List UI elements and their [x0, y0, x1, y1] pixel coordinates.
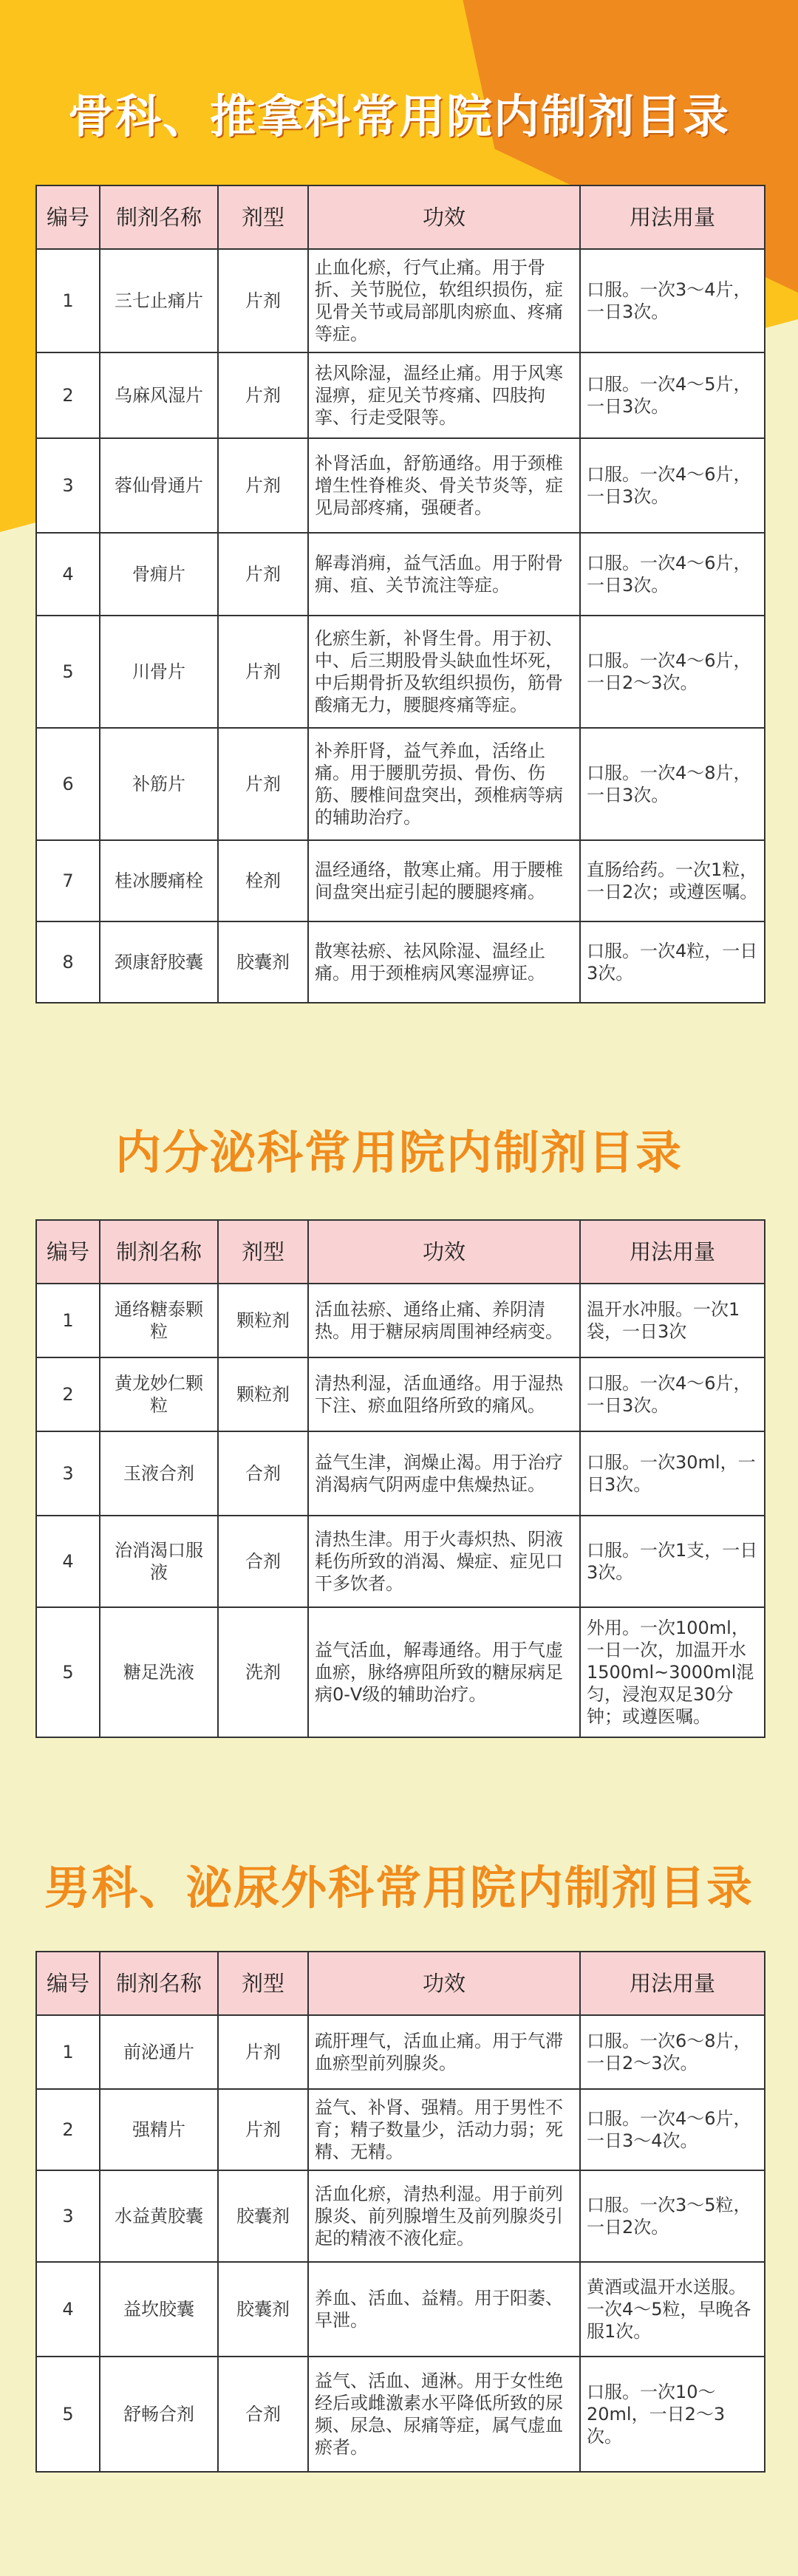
- header-effect: 功效: [308, 185, 580, 249]
- cell-form: 片剂: [218, 2015, 308, 2089]
- cell-form: 胶囊剂: [218, 921, 308, 1003]
- table-orthopedics: [35, 185, 765, 1004]
- cell-name: 益坎胶囊: [100, 2262, 218, 2357]
- cell-effect: 补肾活血，舒筋通络。用于颈椎增生性脊椎炎、骨关节炎等，症见局部疼痛，强硬者。: [308, 438, 580, 533]
- section-title-orthopedics: 骨科、推拿科常用院内制剂目录: [67, 89, 730, 143]
- cell-no: 3: [36, 1431, 100, 1516]
- cell-form: 合剂: [218, 2357, 308, 2472]
- cell-no: 4: [36, 2262, 100, 2357]
- cell-usage: 口服。一次4～6片，一日3次。: [580, 533, 765, 616]
- cell-effect: 解毒消痈，益气活血。用于附骨痈、疽、关节流注等症。: [308, 533, 580, 616]
- cell-name: 桂冰腰痛栓: [100, 840, 218, 921]
- cell-form: 颗粒剂: [218, 1357, 308, 1431]
- header-form: 剂型: [218, 1952, 308, 2015]
- header-effect: 功效: [308, 1220, 580, 1284]
- cell-usage: 口服。一次3～4片，一日3次。: [580, 249, 765, 352]
- header-usage: 用法用量: [580, 1220, 765, 1284]
- cell-no: 3: [36, 438, 100, 533]
- table-row: [36, 2262, 765, 2357]
- header-name: 制剂名称: [100, 1952, 218, 2015]
- cell-name: 前泌通片: [100, 2015, 218, 2089]
- cell-name: 补筋片: [100, 728, 218, 840]
- cell-usage: 口服。一次4～6片，一日3～4次。: [580, 2089, 765, 2170]
- cell-name: 颈康舒胶囊: [100, 921, 218, 1003]
- table-row: [36, 1357, 765, 1431]
- header-effect: 功效: [308, 1952, 580, 2015]
- table-body: [36, 2015, 765, 2472]
- header-usage: 用法用量: [580, 1952, 765, 2015]
- cell-name: 三七止痛片: [100, 249, 218, 352]
- cell-name: 川骨片: [100, 616, 218, 728]
- cell-form: 片剂: [218, 533, 308, 616]
- cell-name: 治消渴口服液: [100, 1516, 218, 1607]
- table-body: [36, 249, 765, 1003]
- cell-effect: 益气、补肾、强精。用于男性不育；精子数量少，活动力弱；死精、无精。: [308, 2089, 580, 2170]
- header-no: 编号: [36, 1220, 100, 1284]
- table-row: [36, 616, 765, 728]
- cell-usage: 口服。一次4～6片，一日2～3次。: [580, 616, 765, 728]
- cell-effect: 清热利湿，活血通络。用于湿热下注、瘀血阻络所致的痛风。: [308, 1357, 580, 1431]
- cell-usage: 口服。一次4～6片，一日3次。: [580, 1357, 765, 1431]
- header-form: 剂型: [218, 185, 308, 249]
- cell-form: 片剂: [218, 728, 308, 840]
- cell-usage: 口服。一次4～8片，一日3次。: [580, 728, 765, 840]
- cell-name: 水益黄胶囊: [100, 2170, 218, 2262]
- cell-form: 胶囊剂: [218, 2170, 308, 2262]
- cell-form: 片剂: [218, 352, 308, 438]
- cell-effect: 温经通络，散寒止痛。用于腰椎间盘突出症引起的腰腿疼痛。: [308, 840, 580, 921]
- cell-no: 2: [36, 1357, 100, 1431]
- cell-no: 5: [36, 616, 100, 728]
- header-form: 剂型: [218, 1220, 308, 1284]
- cell-usage: 口服。一次4～6片，一日3次。: [580, 438, 765, 533]
- header-no: 编号: [36, 1952, 100, 2015]
- cell-effect: 祛风除湿，温经止痛。用于风寒湿痹，症见关节疼痛、四肢拘挛、行走受限等。: [308, 352, 580, 438]
- cell-effect: 清热生津。用于火毒炽热、阴液耗伤所致的消渴、燥症、症见口干多饮者。: [308, 1516, 580, 1607]
- table-row: [36, 438, 765, 533]
- cell-name: 舒畅合剂: [100, 2357, 218, 2472]
- cell-form: 洗剂: [218, 1607, 308, 1737]
- cell-no: 1: [36, 249, 100, 352]
- cell-effect: 活血祛瘀、通络止痛、养阴清热。用于糖尿病周围神经病变。: [308, 1284, 580, 1357]
- cell-usage: 口服。一次1支，一日3次。: [580, 1516, 765, 1607]
- cell-form: 栓剂: [218, 840, 308, 921]
- cell-form: 颗粒剂: [218, 1284, 308, 1357]
- header-name: 制剂名称: [100, 1220, 218, 1284]
- cell-no: 1: [36, 1284, 100, 1357]
- table-row: [36, 1607, 765, 1737]
- table-endocrinology: [35, 1219, 765, 1738]
- cell-no: 6: [36, 728, 100, 840]
- table-row: [36, 1431, 765, 1516]
- cell-no: 7: [36, 840, 100, 921]
- table-row: [36, 728, 765, 840]
- section-title-urology: 男科、泌尿外科常用院内制剂目录: [44, 1861, 754, 1915]
- cell-usage: 外用。一次100ml，一日一次，加温开水1500ml~3000ml混匀，浸泡双足30分钟；或遵医嘱。: [580, 1607, 765, 1737]
- cell-name: 强精片: [100, 2089, 218, 2170]
- cell-no: 3: [36, 2170, 100, 2262]
- cell-usage: 温开水冲服。一次1袋，一日3次: [580, 1284, 765, 1357]
- cell-effect: 活血化瘀，清热利湿。用于前列腺炎、前列腺增生及前列腺炎引起的精液不液化症。: [308, 2170, 580, 2262]
- cell-form: 片剂: [218, 438, 308, 533]
- cell-effect: 益气活血，解毒通络。用于气虚血瘀，脉络痹阻所致的糖尿病足病0-V级的辅助治疗。: [308, 1607, 580, 1737]
- cell-effect: 散寒祛瘀、祛风除湿、温经止痛。用于颈椎病风寒湿痹证。: [308, 921, 580, 1003]
- cell-usage: 口服。一次4粒，一日3次。: [580, 921, 765, 1003]
- cell-no: 4: [36, 533, 100, 616]
- cell-effect: 益气生津，润燥止渴。用于治疗消渴病气阴两虚中焦燥热证。: [308, 1431, 580, 1516]
- cell-name: 通络糖泰颗粒: [100, 1284, 218, 1357]
- cell-effect: 补养肝肾，益气养血，活络止痛。用于腰肌劳损、骨伤、伤筋、腰椎间盘突出，颈椎病等病的辅助治疗。: [308, 728, 580, 840]
- table-row: [36, 840, 765, 921]
- cell-name: 糖足洗液: [100, 1607, 218, 1737]
- cell-form: 胶囊剂: [218, 2262, 308, 2357]
- cell-effect: 益气、活血、通淋。用于女性绝经后或雌激素水平降低所致的尿频、尿急、尿痛等症，属气虚血瘀者。: [308, 2357, 580, 2472]
- section-title-endocrinology: 内分泌科常用院内制剂目录: [115, 1125, 683, 1179]
- cell-usage: 口服。一次4～5片，一日3次。: [580, 352, 765, 438]
- cell-usage: 黄酒或温开水送服。一次4～5粒，早晚各服1次。: [580, 2262, 765, 2357]
- cell-usage: 口服。一次6～8片，一日2～3次。: [580, 2015, 765, 2089]
- cell-usage: 口服。一次3～5粒，一日2次。: [580, 2170, 765, 2262]
- cell-name: 骨痈片: [100, 533, 218, 616]
- cell-effect: 养血、活血、益精。用于阳萎、早泄。: [308, 2262, 580, 2357]
- cell-usage: 直肠给药。一次1粒，一日2次；或遵医嘱。: [580, 840, 765, 921]
- cell-usage: 口服。一次10～20ml，一日2～3次。: [580, 2357, 765, 2472]
- cell-no: 5: [36, 2357, 100, 2472]
- table-row: [36, 249, 765, 352]
- cell-form: 合剂: [218, 1431, 308, 1516]
- table-row: [36, 533, 765, 616]
- cell-form: 片剂: [218, 2089, 308, 2170]
- table-row: [36, 2170, 765, 2262]
- table-urology: [35, 1951, 765, 2473]
- cell-effect: 疏肝理气，活血止痛。用于气滞血瘀型前列腺炎。: [308, 2015, 580, 2089]
- cell-form: 合剂: [218, 1516, 308, 1607]
- cell-no: 1: [36, 2015, 100, 2089]
- cell-no: 8: [36, 921, 100, 1003]
- header-name: 制剂名称: [100, 185, 218, 249]
- table-row: [36, 2357, 765, 2472]
- table-row: [36, 2015, 765, 2089]
- table-body: [36, 1284, 765, 1737]
- cell-no: 5: [36, 1607, 100, 1737]
- cell-name: 玉液合剂: [100, 1431, 218, 1516]
- table-row: [36, 2089, 765, 2170]
- cell-form: 片剂: [218, 249, 308, 352]
- cell-name: 蓉仙骨通片: [100, 438, 218, 533]
- cell-effect: 化瘀生新，补肾生骨。用于初、中、后三期股骨头缺血性坏死，中后期骨折及软组织损伤，筋骨酸痛无力，腰腿疼痛等症。: [308, 616, 580, 728]
- table-row: [36, 1284, 765, 1357]
- cell-name: 乌麻风湿片: [100, 352, 218, 438]
- header-no: 编号: [36, 185, 100, 249]
- cell-no: 4: [36, 1516, 100, 1607]
- cell-effect: 止血化瘀，行气止痛。用于骨折、关节脱位，软组织损伤，症见骨关节或局部肌肉瘀血、疼痛等症。: [308, 249, 580, 352]
- cell-usage: 口服。一次30ml，一日3次。: [580, 1431, 765, 1516]
- table-row: [36, 1516, 765, 1607]
- header-usage: 用法用量: [580, 185, 765, 249]
- cell-no: 2: [36, 352, 100, 438]
- cell-name: 黄龙妙仁颗粒: [100, 1357, 218, 1431]
- cell-form: 片剂: [218, 616, 308, 728]
- table-row: [36, 352, 765, 438]
- table-row: [36, 921, 765, 1003]
- cell-no: 2: [36, 2089, 100, 2170]
